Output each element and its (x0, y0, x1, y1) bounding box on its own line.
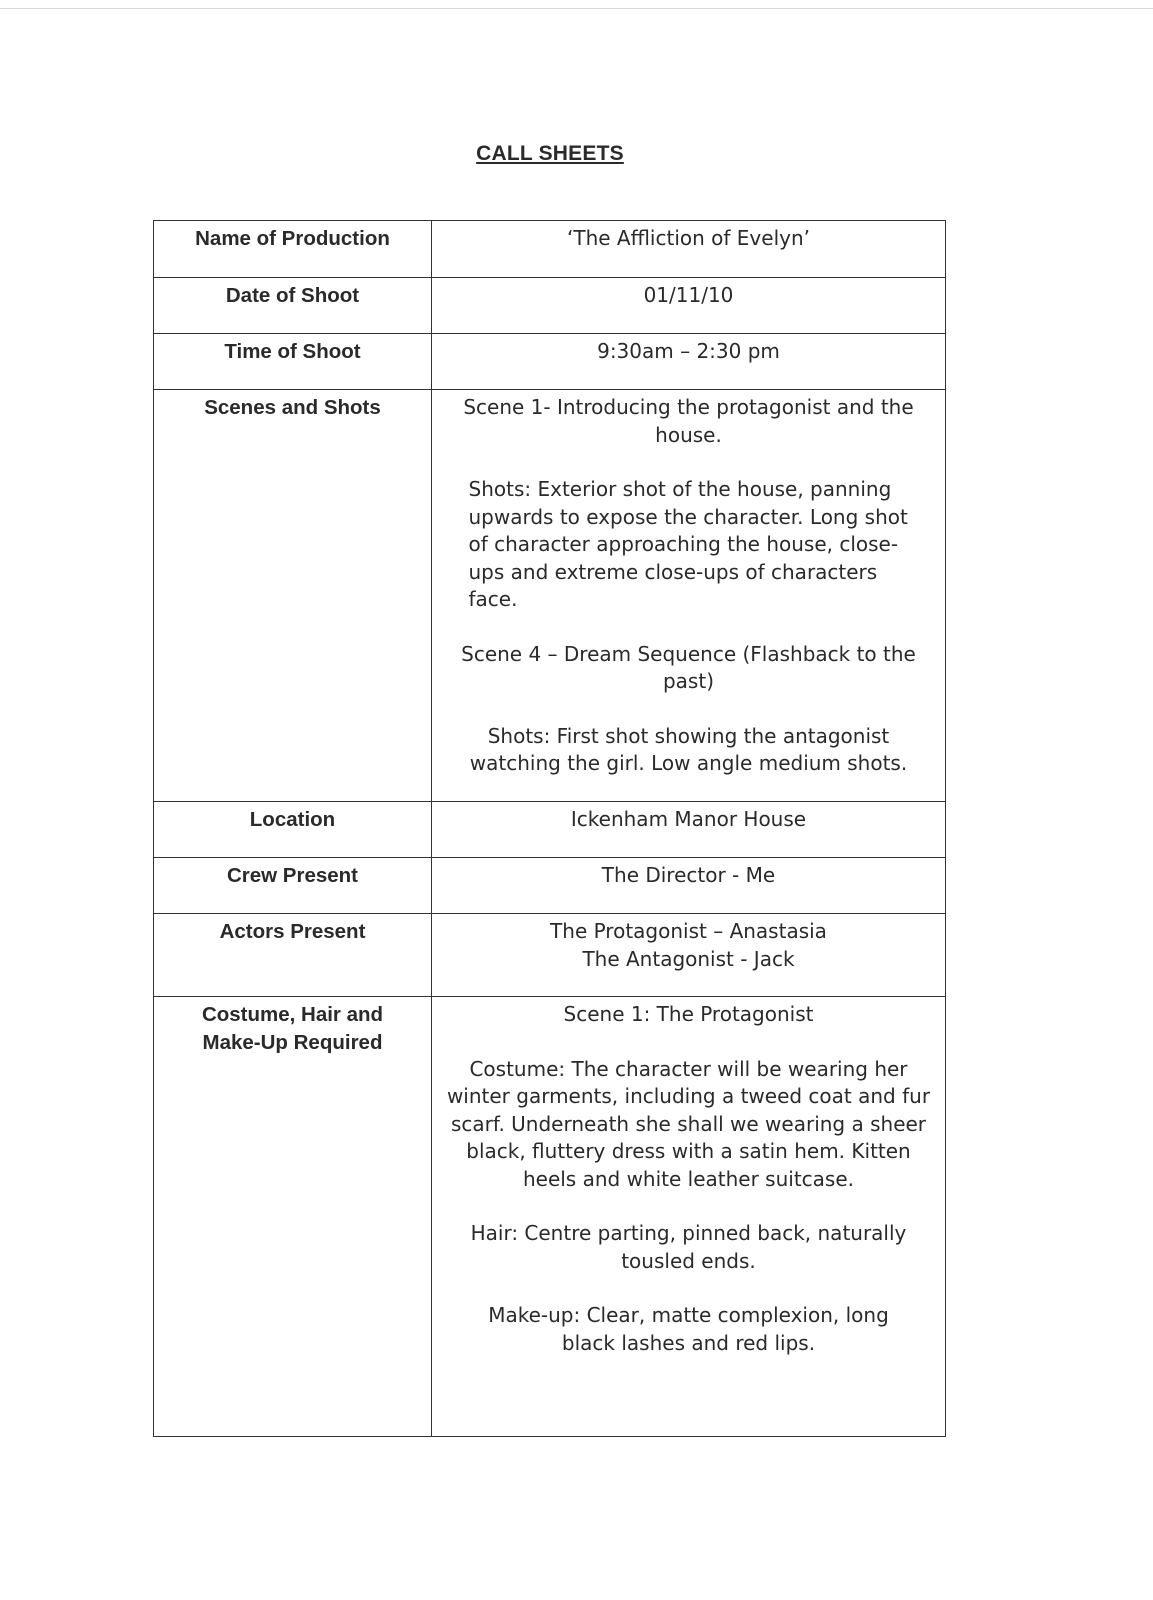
scene1-shots: Shots: Exterior shot of the house, panning upwards to expose the character. Long shot of character approaching the house, close-ups and extreme close-ups of characters face. (468, 477, 908, 611)
costume-text: Costume: The character will be wearing her winter garments, including a tweed coat and fur scarf. Underneath she shall we wearing a sheer black, fluttery dress with a satin hem. Kitten heels and white leather suitcase. (446, 1056, 931, 1191)
scene4-heading: Scene 4 – Dream Sequence (Flashback to the past) (461, 641, 916, 693)
label-time: Time of Shoot (154, 334, 432, 390)
scene1-heading: Scene 1- Introducing the protagonist and the house. (463, 395, 914, 447)
scan-edge (0, 8, 1153, 9)
label-production: Name of Production (154, 221, 432, 278)
row-scenes (154, 390, 946, 802)
actor-line-2: The Antagonist - Jack (582, 946, 795, 971)
page-title: CALL SHEETS (476, 142, 624, 165)
row-date (154, 278, 946, 334)
value-date: 01/11/10 (432, 278, 946, 334)
value-actors (432, 914, 946, 997)
value-scenes (432, 390, 946, 802)
row-time (154, 334, 946, 390)
call-sheet-table (153, 220, 946, 1437)
value-time: 9:30am – 2:30 pm (432, 334, 946, 390)
scene4-shots: Shots: First shot showing the antagonist watching the girl. Low angle medium shots. (469, 723, 908, 775)
value-location: Ickenham Manor House (432, 802, 946, 858)
label-costume: Costume, Hair and Make-Up Required (154, 997, 432, 1437)
label-crew: Crew Present (154, 858, 432, 914)
label-location: Location (154, 802, 432, 858)
row-crew (154, 858, 946, 914)
label-scenes: Scenes and Shots (154, 390, 432, 802)
makeup-text: Make-up: Clear, matte complexion, long black lashes and red lips. (488, 1303, 889, 1355)
row-costume (154, 997, 946, 1437)
label-date: Date of Shoot (154, 278, 432, 334)
row-production (154, 221, 946, 278)
row-location (154, 802, 946, 858)
label-actors: Actors Present (154, 914, 432, 997)
costume-heading: Scene 1: The Protagonist (563, 1002, 814, 1026)
value-crew: The Director - Me (432, 858, 946, 914)
row-actors (154, 914, 946, 997)
hair-text: Hair: Centre parting, pinned back, naturally tousled ends. (470, 1221, 907, 1273)
value-costume (432, 997, 946, 1437)
value-production: ‘The Affliction of Evelyn’ (432, 221, 946, 278)
actor-line-1: The Protagonist – Anastasia (550, 919, 827, 943)
